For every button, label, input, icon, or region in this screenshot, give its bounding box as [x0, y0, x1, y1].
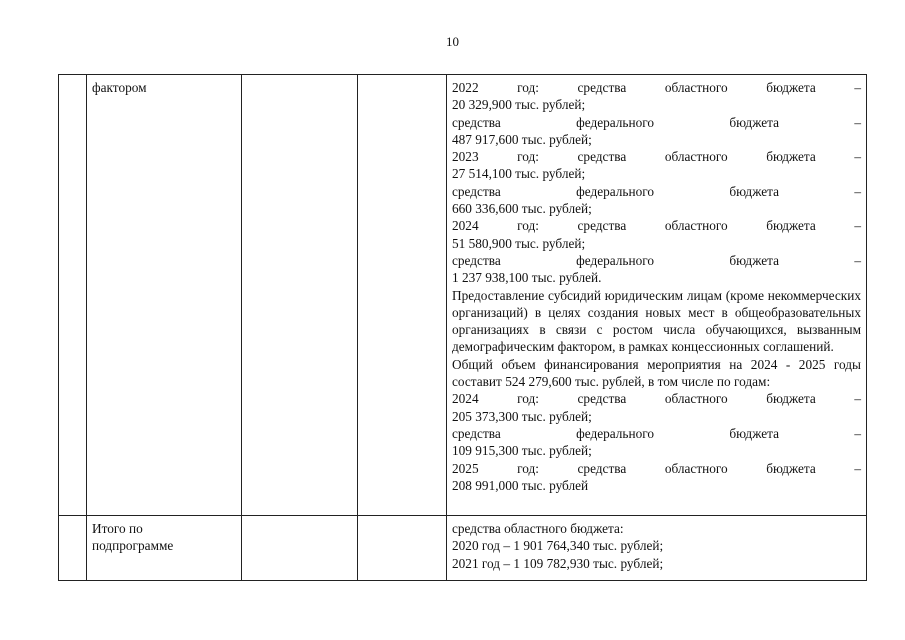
total-funding-paragraph: Общий объем финансирования мероприятия на 2024 - 2025 годы составит 524 279,600 тыс. рублей, в том числе по годам: — [452, 356, 861, 390]
funding-line-word: бюджета — [766, 218, 816, 234]
funding-lines-block-2 — [452, 390, 861, 494]
funding-line-word: – — [854, 183, 861, 199]
row2-financing-line: 2020 год – 1 901 764,340 тыс. рублей; — [452, 538, 664, 554]
table-top-border — [58, 74, 866, 75]
row2-financing-line: средства областного бюджета: — [452, 521, 624, 536]
funding-line-word: средства — [452, 183, 501, 199]
column-border — [446, 74, 447, 581]
funding-line — [452, 390, 861, 407]
funding-line-word: – — [854, 391, 861, 407]
funding-line — [452, 114, 861, 131]
funding-line — [452, 252, 861, 269]
funding-line-word: областного — [664, 391, 728, 407]
funding-line-word: федерального — [576, 252, 655, 268]
funding-line — [452, 148, 861, 165]
table-bottom-border — [58, 580, 866, 581]
column-border — [866, 74, 867, 581]
funding-line-word: 660 336,600 тыс. рублей; — [452, 201, 592, 217]
row1-financing-cell — [452, 79, 861, 494]
funding-line-word: средства — [577, 80, 627, 95]
funding-line-word: областного — [664, 460, 728, 476]
column-border — [86, 74, 87, 581]
funding-line-word: 2024 — [452, 391, 479, 407]
row1-name-text: фактором — [92, 80, 147, 95]
funding-line-word: 27 514,100 тыс. рублей; — [452, 166, 586, 182]
row2-financing-cell — [452, 520, 861, 572]
funding-line-word: год: — [517, 391, 539, 407]
funding-line-word: 20 329,900 тыс. рублей; — [452, 97, 586, 113]
funding-line-word: средства — [452, 252, 501, 268]
funding-line-word: областного — [664, 149, 728, 165]
funding-line-word: средства — [577, 149, 627, 165]
column-border — [58, 74, 59, 581]
funding-line-word: год: — [517, 460, 539, 476]
funding-line-word: – — [854, 252, 861, 268]
funding-line-word: бюджета — [766, 149, 816, 165]
funding-line — [452, 131, 861, 148]
row2-financing-line: 2021 год – 1 109 782,930 тыс. рублей; — [452, 555, 664, 571]
funding-line — [452, 96, 861, 113]
funding-line — [452, 408, 861, 425]
funding-line-word: год: — [517, 218, 539, 234]
funding-line-word: 487 917,600 тыс. рублей; — [452, 131, 592, 147]
column-border — [241, 74, 242, 581]
funding-lines-block-1 — [452, 79, 861, 287]
funding-line-word: бюджета — [729, 183, 779, 199]
funding-line-word: бюджета — [729, 114, 779, 130]
funding-line — [452, 200, 861, 217]
funding-line — [452, 165, 861, 182]
funding-line-word: средства — [577, 460, 627, 476]
funding-line-word: 109 915,300 тыс. рублей; — [452, 443, 592, 459]
funding-line-word: 2022 — [452, 80, 479, 95]
funding-line-word: – — [854, 114, 861, 130]
row-divider — [58, 515, 866, 516]
funding-line-word: 205 373,300 тыс. рублей; — [452, 408, 592, 424]
funding-line-word: 2024 — [452, 218, 479, 234]
funding-line-word: бюджета — [766, 391, 816, 407]
funding-line — [452, 425, 861, 442]
column-border — [357, 74, 358, 581]
funding-line-word: бюджета — [766, 460, 816, 476]
funding-line-word: средства — [577, 218, 627, 234]
funding-line-word: федерального — [576, 183, 655, 199]
funding-line — [452, 460, 861, 477]
funding-line — [452, 183, 861, 200]
funding-line-word: средства — [577, 391, 627, 407]
funding-line-word: – — [854, 460, 861, 476]
row2-name-line2: подпрограмме — [92, 538, 174, 554]
page-number: 10 — [446, 34, 459, 49]
funding-line-word: 2025 — [452, 460, 479, 476]
funding-line — [452, 217, 861, 234]
funding-line-word: средства — [452, 114, 501, 130]
funding-line — [452, 79, 861, 96]
funding-line-word: 1 237 938,100 тыс. рублей. — [452, 270, 602, 286]
funding-line-word: 208 991,000 тыс. рублей — [452, 477, 589, 493]
funding-line-word: федерального — [576, 114, 655, 130]
funding-line-word: год: — [517, 80, 539, 95]
funding-line-word: бюджета — [729, 252, 779, 268]
row2-name-line1: Итого по — [92, 521, 143, 536]
funding-line-word: – — [854, 80, 861, 95]
funding-line-word: 2023 — [452, 149, 479, 165]
funding-line-word: – — [854, 218, 861, 234]
row2-name-cell — [92, 520, 237, 555]
funding-line — [452, 269, 861, 286]
funding-line-word: год: — [517, 149, 539, 165]
funding-line-word: средства — [452, 425, 501, 441]
funding-line-word: областного — [664, 80, 728, 95]
funding-line — [452, 442, 861, 459]
funding-line — [452, 235, 861, 252]
funding-line-word: 51 580,900 тыс. рублей; — [452, 235, 586, 251]
funding-line-word: бюджета — [729, 425, 779, 441]
row1-name-cell — [92, 79, 237, 96]
funding-line-word: федерального — [576, 425, 655, 441]
funding-line-word: бюджета — [766, 80, 816, 95]
funding-line-word: – — [854, 425, 861, 441]
subsidy-paragraph: Предоставление субсидий юридическим лицам (кроме некоммерческих организаций) в целях создания новых мест в общеобразовательных организациях в связи с ростом числа обучающихся, вызванным демографическим фактором, в рамках концессионных соглашений. — [452, 287, 861, 355]
funding-line-word: – — [854, 149, 861, 165]
funding-line — [452, 477, 861, 494]
funding-line-word: областного — [664, 218, 728, 234]
